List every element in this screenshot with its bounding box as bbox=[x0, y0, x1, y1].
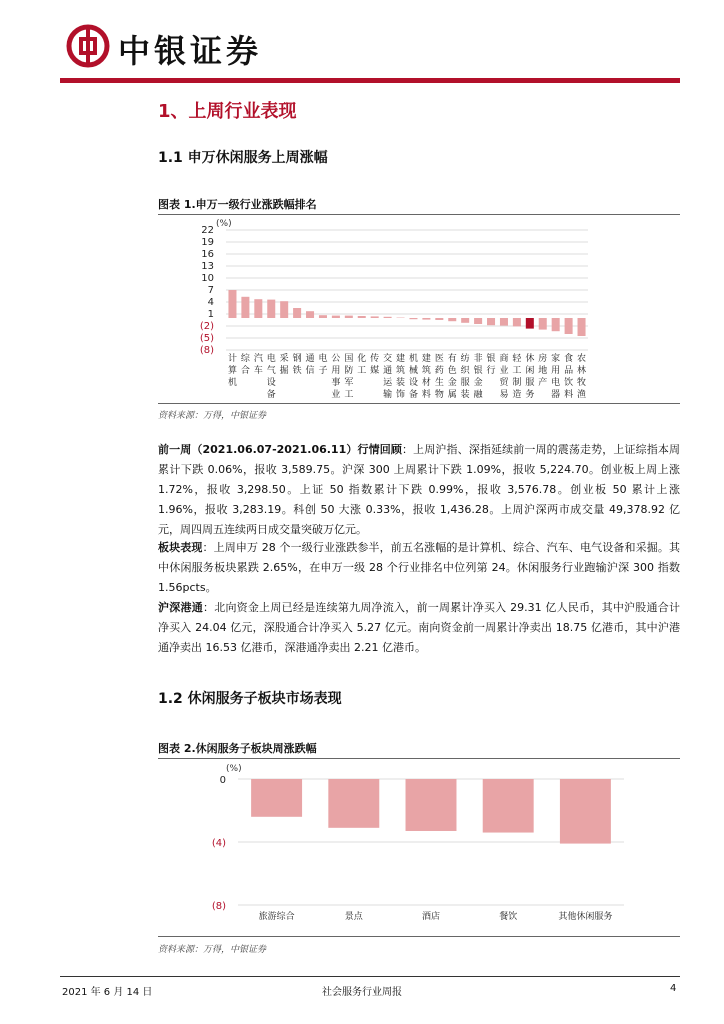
figure-1-top-rule bbox=[158, 214, 680, 215]
x-tick-label-char: 化 bbox=[357, 354, 367, 364]
x-tick-label: 其他休闲服务 bbox=[558, 912, 613, 922]
bar bbox=[461, 318, 469, 323]
y-tick-label: 7 bbox=[207, 285, 214, 296]
x-tick-label-char: 房 bbox=[538, 354, 548, 364]
company-logo bbox=[66, 24, 110, 68]
bar bbox=[500, 318, 508, 326]
paragraph-sector-performance bbox=[158, 538, 680, 598]
x-tick-label bbox=[435, 353, 444, 400]
figure-1-title: 图表 1.申万一级行业涨跌幅排名 bbox=[158, 198, 317, 211]
x-tick-label-char: 子 bbox=[318, 366, 328, 376]
bar bbox=[280, 301, 288, 318]
x-tick-label bbox=[306, 353, 315, 376]
x-tick-label-char: 服 bbox=[460, 378, 470, 388]
x-tick-label-char: 国 bbox=[344, 354, 354, 364]
x-tick-label-char: 事 bbox=[331, 378, 341, 388]
x-tick-label bbox=[331, 353, 340, 400]
y-tick-label: (2) bbox=[199, 321, 214, 332]
x-tick-label-char: 造 bbox=[512, 390, 522, 400]
x-tick-label-char: 运 bbox=[383, 378, 393, 388]
x-tick-label bbox=[499, 352, 509, 400]
subsection-title-1: 1.1 申万休闲服务上周涨幅 bbox=[158, 150, 328, 166]
bar bbox=[228, 290, 236, 318]
subsection-title-2: 1.2 休闲服务子板块市场表现 bbox=[158, 691, 342, 707]
x-tick-label bbox=[254, 352, 263, 376]
bar bbox=[552, 318, 560, 331]
x-tick-label-char: 休 bbox=[525, 354, 535, 364]
x-tick-label-char: 服 bbox=[525, 378, 535, 388]
x-tick-label: 酒店 bbox=[421, 912, 441, 922]
x-tick-label bbox=[422, 352, 431, 400]
bar bbox=[251, 779, 302, 817]
x-tick-label bbox=[461, 352, 471, 400]
bar bbox=[578, 318, 586, 336]
x-tick-label bbox=[241, 352, 251, 376]
x-tick-label-char: 交 bbox=[383, 354, 393, 364]
x-tick-label bbox=[344, 353, 353, 400]
y-tick-label: 22 bbox=[201, 225, 214, 236]
x-tick-label: 旅游综合 bbox=[258, 912, 295, 922]
x-tick-label-char: 筑 bbox=[421, 366, 431, 376]
y-tick-label: 13 bbox=[201, 261, 214, 272]
figure-1-bottom-rule bbox=[158, 403, 680, 404]
x-tick-label-char: 银 bbox=[473, 366, 483, 376]
paragraph-label: 板块表现 bbox=[158, 541, 203, 554]
x-tick-label-char: 务 bbox=[525, 390, 535, 400]
x-tick-label bbox=[577, 352, 586, 400]
bar bbox=[328, 779, 379, 828]
bar bbox=[448, 318, 456, 321]
x-tick-label-char: 设 bbox=[408, 378, 418, 388]
x-tick-label-char: 药 bbox=[434, 366, 444, 376]
x-tick-label-char: 林 bbox=[577, 366, 587, 376]
y-axis-unit: (%) bbox=[216, 219, 232, 229]
bar bbox=[293, 308, 301, 318]
x-tick-label-char: 建 bbox=[396, 354, 406, 364]
x-tick-label bbox=[280, 352, 289, 376]
x-tick-label-char: 业 bbox=[331, 390, 341, 400]
bar bbox=[422, 318, 430, 320]
bar bbox=[254, 299, 262, 318]
x-tick-label bbox=[267, 352, 276, 400]
x-tick-label-char: 汽 bbox=[253, 354, 263, 364]
y-tick-label: (5) bbox=[199, 333, 214, 344]
bar bbox=[267, 300, 275, 318]
x-tick-label-char: 融 bbox=[473, 390, 483, 400]
x-tick-label: 景点 bbox=[344, 912, 363, 922]
x-tick-label-char: 材 bbox=[421, 378, 431, 388]
x-tick-label-char: 品 bbox=[564, 366, 574, 376]
x-tick-label bbox=[383, 352, 393, 400]
bar bbox=[371, 316, 379, 318]
x-tick-label-char: 银 bbox=[486, 354, 496, 364]
paragraph-text: ：北向资金上周已经是连续第九周净流入，前一周累计净买入 29.31 亿人民币，其中沪股通合计净买入 24.04 亿元，深股通合计净买入 5.27 亿元。南向资金前一周累计净卖出 18.75 亿港币，其中沪港通净卖出 16.53 亿港币，深港通净卖出 2.21 亿港币。 bbox=[158, 601, 681, 654]
x-tick-label-char: 工 bbox=[344, 390, 354, 400]
x-tick-label-char: 合 bbox=[240, 366, 250, 376]
x-tick-label-char: 输 bbox=[383, 390, 393, 400]
x-tick-label-char: 物 bbox=[434, 390, 444, 400]
bar bbox=[406, 779, 457, 831]
x-tick-label bbox=[370, 352, 379, 376]
bar bbox=[483, 779, 534, 833]
sub-sector-chart bbox=[158, 760, 680, 932]
x-tick-label-char: 色 bbox=[447, 366, 457, 376]
x-tick-label-char: 防 bbox=[344, 366, 354, 376]
y-tick-label: (8) bbox=[199, 345, 214, 356]
paragraph-text: ：上周申万 28 个一级行业涨跌参半，前五名涨幅的是计算机、综合、汽车、电气设备和采掘。其中休闲服务板块累跌 2.65%，在申万一级 28 个行业排名中位列第 24。休闲服务行业跑输沪深 300 指数 1.56pcts。 bbox=[158, 541, 680, 594]
bar bbox=[526, 318, 534, 329]
section-title: 1、上周行业表现 bbox=[158, 101, 297, 122]
x-tick-label-char: 非 bbox=[473, 354, 483, 364]
bar bbox=[539, 318, 547, 330]
bar bbox=[332, 316, 340, 318]
x-tick-label bbox=[318, 352, 327, 376]
x-tick-label bbox=[409, 352, 418, 400]
x-tick-label-char: 闲 bbox=[525, 366, 535, 376]
x-tick-label-char: 采 bbox=[279, 354, 289, 364]
y-tick-label: 0 bbox=[219, 775, 226, 786]
x-tick-label-char: 工 bbox=[512, 366, 522, 376]
x-tick-label-char: 装 bbox=[460, 390, 470, 400]
figure-2-top-rule bbox=[158, 758, 680, 759]
x-tick-label-char: 器 bbox=[551, 390, 561, 400]
x-tick-label-char: 备 bbox=[266, 390, 276, 400]
x-tick-label-char: 料 bbox=[564, 390, 574, 400]
x-tick-label-char: 电 bbox=[551, 378, 561, 388]
paragraph-market-review bbox=[158, 440, 680, 540]
x-tick-label-char: 贸 bbox=[499, 378, 509, 388]
x-tick-label-char: 渔 bbox=[577, 390, 587, 400]
bar bbox=[487, 318, 495, 325]
x-tick-label-char: 制 bbox=[512, 378, 522, 388]
x-tick-label-char: 筑 bbox=[396, 366, 406, 376]
x-tick-label-char: 综 bbox=[240, 354, 250, 364]
x-tick-label-char: 用 bbox=[551, 366, 561, 376]
x-tick-label-char: 军 bbox=[344, 378, 354, 388]
bar bbox=[513, 318, 521, 326]
brand-name: 中银证券 bbox=[118, 32, 263, 70]
x-tick-label-char: 家 bbox=[551, 354, 561, 364]
x-tick-label-char: 建 bbox=[421, 354, 431, 364]
x-tick-label-char: 设 bbox=[266, 378, 276, 388]
x-tick-label bbox=[487, 352, 496, 376]
bar bbox=[560, 779, 611, 844]
y-tick-label: 16 bbox=[201, 249, 214, 260]
x-tick-label-char: 信 bbox=[305, 366, 315, 376]
page-number: 4 bbox=[670, 983, 677, 994]
x-tick-label bbox=[474, 352, 484, 400]
x-tick-label-char: 轻 bbox=[512, 354, 522, 364]
x-tick-label-char: 气 bbox=[266, 366, 276, 376]
y-tick-label: 4 bbox=[207, 297, 214, 308]
x-tick-label-char: 铁 bbox=[292, 366, 302, 376]
x-tick-label-char: 金 bbox=[447, 378, 457, 388]
x-tick-label-char: 钢 bbox=[292, 354, 302, 364]
bar bbox=[474, 318, 482, 324]
bar bbox=[384, 317, 392, 318]
x-tick-label-char: 传 bbox=[370, 354, 380, 364]
x-tick-label-char: 公 bbox=[331, 354, 341, 364]
x-tick-label-char: 计 bbox=[227, 354, 237, 364]
x-tick-label-char: 械 bbox=[408, 366, 418, 376]
bar bbox=[306, 311, 314, 318]
x-tick-label bbox=[448, 352, 457, 400]
x-tick-label-char: 纺 bbox=[460, 354, 470, 364]
footer-report-name: 社会服务行业周报 bbox=[322, 987, 402, 998]
x-tick-label-char: 地 bbox=[538, 366, 548, 376]
paragraph-label: 沪深港通 bbox=[158, 601, 203, 614]
bar bbox=[319, 315, 327, 318]
header-rule bbox=[60, 78, 680, 83]
paragraph-text: ：上周沪指、深指延续前一周的震荡走势，上证综指本周累计下跌 0.06%，报收 3,589.75。沪深 300 上周累计下跌 1.09%，报收 5,224.70。创业板上周上涨 1.72%，报收 3,298.50。上证 50 指数累计下跌 0.99%，报收 3,576.78。创业板 50 累计上涨 1.96%，报收 3,283.19。科创 50 大涨 0.33%，报收 1,436.28。上周沪深两市成交量 49,378.92 亿元，周四周五连续两日成交量突破万亿元。 bbox=[158, 443, 680, 536]
x-tick-label: 餐饮 bbox=[499, 912, 518, 922]
footer-rule bbox=[60, 976, 680, 977]
bar bbox=[409, 318, 417, 319]
x-tick-label-char: 有 bbox=[447, 354, 457, 364]
x-tick-label-char: 牧 bbox=[577, 378, 587, 388]
x-tick-label-char: 掘 bbox=[279, 366, 289, 376]
figure-2-title: 图表 2.休闲服务子板块周涨跌幅 bbox=[158, 742, 317, 755]
x-tick-label-char: 行 bbox=[486, 366, 496, 376]
x-tick-label-char: 医 bbox=[434, 354, 444, 364]
bar bbox=[435, 318, 443, 320]
x-tick-label-char: 备 bbox=[408, 390, 418, 400]
figure-2-source: 资料来源：万得，中银证券 bbox=[158, 945, 267, 955]
x-tick-label-char: 生 bbox=[434, 378, 444, 388]
x-tick-label bbox=[293, 352, 302, 376]
x-tick-label-char: 机 bbox=[408, 354, 418, 364]
paragraph-stock-connect bbox=[158, 598, 680, 658]
footer-date: 2021 年 6 月 14 日 bbox=[62, 987, 153, 998]
x-tick-label-char: 工 bbox=[357, 366, 367, 376]
y-tick-label: (4) bbox=[211, 838, 226, 849]
x-tick-label-char: 机 bbox=[227, 378, 237, 388]
x-tick-label-char: 易 bbox=[499, 390, 509, 400]
x-tick-label-char: 饮 bbox=[564, 378, 574, 388]
x-tick-label-char: 算 bbox=[227, 366, 237, 376]
x-tick-label-char: 电 bbox=[266, 354, 276, 364]
paragraph-label: 前一周（2021.06.07-2021.06.11）行情回顾 bbox=[158, 443, 402, 456]
x-tick-label-char: 商 bbox=[499, 354, 509, 364]
x-tick-label bbox=[551, 352, 560, 400]
x-tick-label-char: 金 bbox=[473, 378, 483, 388]
x-tick-label bbox=[357, 352, 366, 376]
bar bbox=[241, 297, 249, 318]
x-tick-label-char: 装 bbox=[396, 378, 406, 388]
y-tick-label: 10 bbox=[201, 273, 214, 284]
x-tick-label-char: 业 bbox=[499, 366, 509, 376]
x-tick-label bbox=[538, 352, 547, 388]
x-tick-label-char: 通 bbox=[305, 354, 315, 364]
y-tick-label: 19 bbox=[201, 237, 214, 248]
x-tick-label bbox=[396, 352, 405, 400]
x-tick-label-char: 织 bbox=[460, 366, 470, 376]
bar bbox=[565, 318, 573, 334]
x-tick-label-char: 食 bbox=[564, 354, 574, 364]
x-tick-label-char: 媒 bbox=[370, 366, 380, 376]
bar bbox=[345, 316, 353, 318]
figure-1-source: 资料来源：万得，中银证券 bbox=[158, 411, 267, 421]
y-tick-label: 1 bbox=[207, 309, 214, 320]
x-tick-label-char: 用 bbox=[331, 366, 341, 376]
x-tick-label-char: 产 bbox=[538, 378, 548, 388]
x-tick-label-char: 农 bbox=[577, 354, 587, 364]
bar bbox=[358, 316, 366, 318]
x-tick-label-char: 电 bbox=[318, 354, 328, 364]
figure-2-bottom-rule bbox=[158, 936, 680, 937]
x-tick-label-char: 车 bbox=[253, 366, 263, 376]
x-tick-label-char: 料 bbox=[421, 390, 431, 400]
x-tick-label-char: 饰 bbox=[396, 390, 406, 400]
industry-ranking-chart bbox=[158, 216, 680, 401]
y-axis-unit: (%) bbox=[226, 764, 242, 774]
x-tick-label bbox=[564, 352, 573, 400]
x-tick-label bbox=[228, 352, 237, 388]
y-tick-label: (8) bbox=[211, 901, 226, 912]
x-tick-label-char: 通 bbox=[383, 366, 393, 376]
x-tick-label bbox=[512, 352, 522, 400]
x-tick-label bbox=[525, 352, 534, 400]
x-tick-label-char: 属 bbox=[447, 390, 457, 400]
